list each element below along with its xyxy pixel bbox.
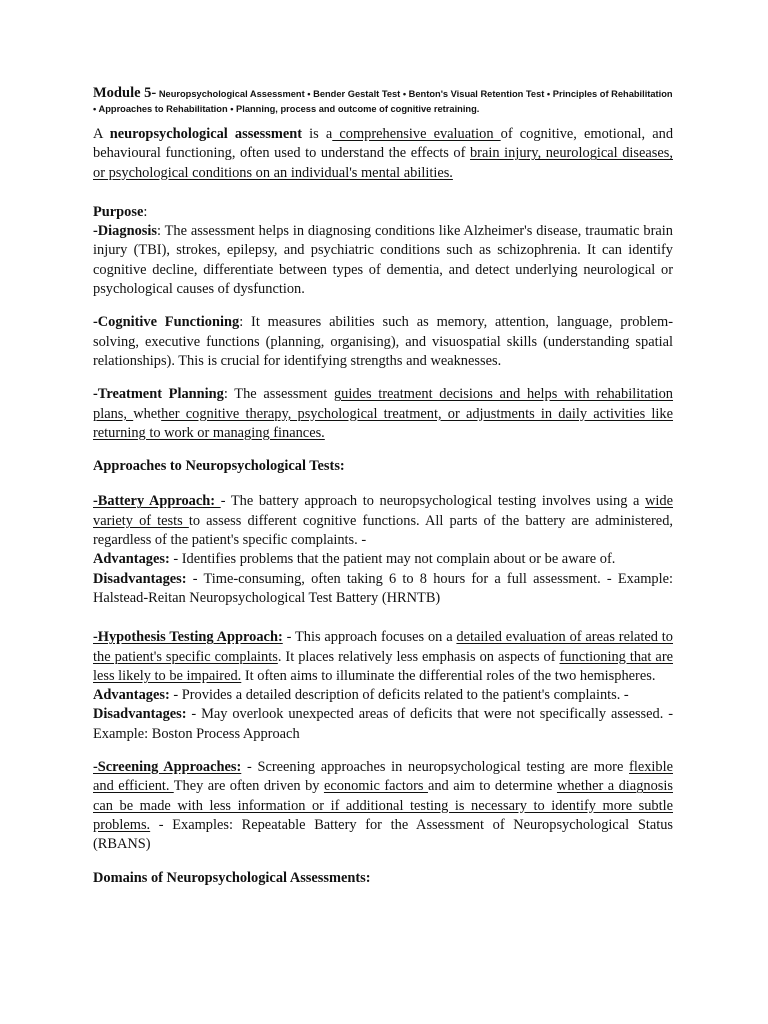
- treatment-paragraph: [93, 385, 673, 443]
- hypothesis-text-3: It often aims to illuminate the differential roles of the two hemispheres.: [241, 667, 656, 684]
- battery-advantages-label: Advantages:: [93, 551, 170, 568]
- treatment-underline-2: her cognitive therapy, psychological treatment, or adjustments in daily activities like returning to work or managing finances.: [93, 405, 674, 441]
- screening-text-1: - Screening approaches in neuropsychological testing are more: [241, 759, 630, 776]
- purpose-heading-text: Purpose: [93, 203, 144, 220]
- purpose-heading: [93, 203, 673, 222]
- screening-label: -Screening Approaches:: [93, 759, 242, 776]
- hypothesis-underline-1: detailed evaluation of areas related to the patient's specific complaints: [93, 629, 673, 665]
- battery-paragraph: [93, 492, 673, 550]
- treatment-underline-1: guides treatment decisions and helps with rehabilitation plans,: [93, 386, 674, 422]
- battery-text-1: - The battery approach to neuropsychological testing involves using a: [220, 493, 646, 510]
- module-topics: Neuropsychological Assessment • Bender Gestalt Test • Benton's Visual Retention Test • Principles of Rehabilitation • Approaches to Rehabilitation • Planning, process and outcome of cognitive retraining.: [93, 89, 673, 114]
- intro-text-1: A: [93, 126, 110, 142]
- treatment-label: -Treatment Planning: [93, 386, 224, 403]
- hypothesis-advantages-label: Advantages:: [93, 687, 170, 704]
- hypothesis-advantages: [93, 686, 673, 705]
- battery-disadvantages-text: - Time-consuming, often taking 6 to 8 hours for a full assessment. - Example: Halstead-Reitan Neuropsychological Test Battery (HRNTB): [93, 570, 673, 606]
- screening-underline-2: economic factors: [323, 778, 428, 795]
- screening-underline-3: whether a diagnosis can be made with less information or if additional testing is necessary to identify more subtle problems.: [93, 778, 673, 833]
- diagnosis-paragraph: [93, 222, 673, 299]
- hypothesis-disadvantages-label: Disadvantages:: [93, 706, 187, 723]
- diagnosis-text: : The assessment helps in diagnosing conditions like Alzheimer's disease, traumatic brain injury (TBI), strokes, epilepsy, and psychiatric conditions such as schizophrenia. It can identify cognitive decline, differentiate between types of dementia, and detect underlying neurological or psychological causes of dysfunction.: [93, 223, 673, 298]
- intro-bold-term: neuropsychological assessment: [109, 126, 303, 142]
- domains-heading: [93, 869, 673, 888]
- intro-paragraph: [93, 125, 673, 183]
- hypothesis-paragraph: [93, 628, 673, 686]
- diagnosis-label: -Diagnosis: [93, 223, 157, 240]
- hypothesis-advantages-text: - Provides a detailed description of deficits related to the patient's complaints. -: [169, 687, 629, 704]
- screening-text-3: and aim to determine: [427, 778, 557, 795]
- screening-paragraph: [93, 758, 673, 854]
- approaches-heading: [93, 457, 673, 476]
- cognitive-text: : It measures abilities such as memory, attention, language, problem-solving, executive functions (planning, organising), and visuospatial skills (understanding spatial relationships). This is crucial for identifying strengths and weaknesses.: [93, 314, 674, 369]
- battery-advantages-text: - Identifies problems that the patient may not complain about or be aware of.: [169, 551, 616, 568]
- approaches-heading-text: Approaches to Neuropsychological Tests:: [93, 458, 345, 475]
- battery-disadvantages-label: Disadvantages:: [93, 570, 187, 587]
- hypothesis-text-2: . It places relatively less emphasis on aspects of: [277, 648, 560, 665]
- battery-label: -Battery Approach:: [93, 493, 221, 510]
- module-header: [93, 86, 673, 116]
- document-page: [93, 86, 673, 888]
- screening-underline-1: flexible and efficient.: [93, 759, 673, 795]
- treatment-text-1: : The assessment: [223, 386, 334, 403]
- intro-underline-2: brain injury, neurological diseases, or psychological conditions on an individual's mental abilities.: [93, 145, 673, 181]
- hypothesis-underline-2: functioning that are less likely to be impaired.: [93, 648, 673, 684]
- hypothesis-label: -Hypothesis Testing Approach:: [93, 629, 283, 646]
- treatment-text-2: whet: [133, 405, 162, 422]
- cognitive-paragraph: [93, 313, 673, 371]
- intro-text-3: of cognitive, emotional, and behavioural functioning, often used to understand the effects of: [93, 126, 674, 162]
- purpose-heading-colon: :: [143, 203, 148, 220]
- battery-advantages: [93, 550, 673, 569]
- module-title: Module 5-: [93, 85, 157, 101]
- battery-underline-1: wide variety of tests: [93, 493, 673, 529]
- screening-text-2: They are often driven by: [173, 778, 324, 795]
- screening-text-4: - Examples: Repeatable Battery for the Assessment of Neuropsychological Status (RBANS): [93, 816, 673, 853]
- cognitive-label: -Cognitive Functioning: [93, 314, 240, 331]
- battery-disadvantages: [93, 570, 673, 609]
- hypothesis-disadvantages-text: - May overlook unexpected areas of deficits that were not specifically assessed. - Example: Boston Process Approach: [93, 706, 673, 742]
- battery-text-2: to assess different cognitive functions. All parts of the battery are administered, regardless of the patient's specific complaints. -: [93, 512, 673, 549]
- domains-heading-text: Domains of Neuropsychological Assessments:: [93, 869, 371, 886]
- hypothesis-text-1: - This approach focuses on a: [282, 629, 457, 646]
- hypothesis-disadvantages: [93, 705, 673, 744]
- intro-underline-1: comprehensive evaluation: [332, 126, 501, 142]
- intro-text-2: is a: [302, 126, 333, 142]
